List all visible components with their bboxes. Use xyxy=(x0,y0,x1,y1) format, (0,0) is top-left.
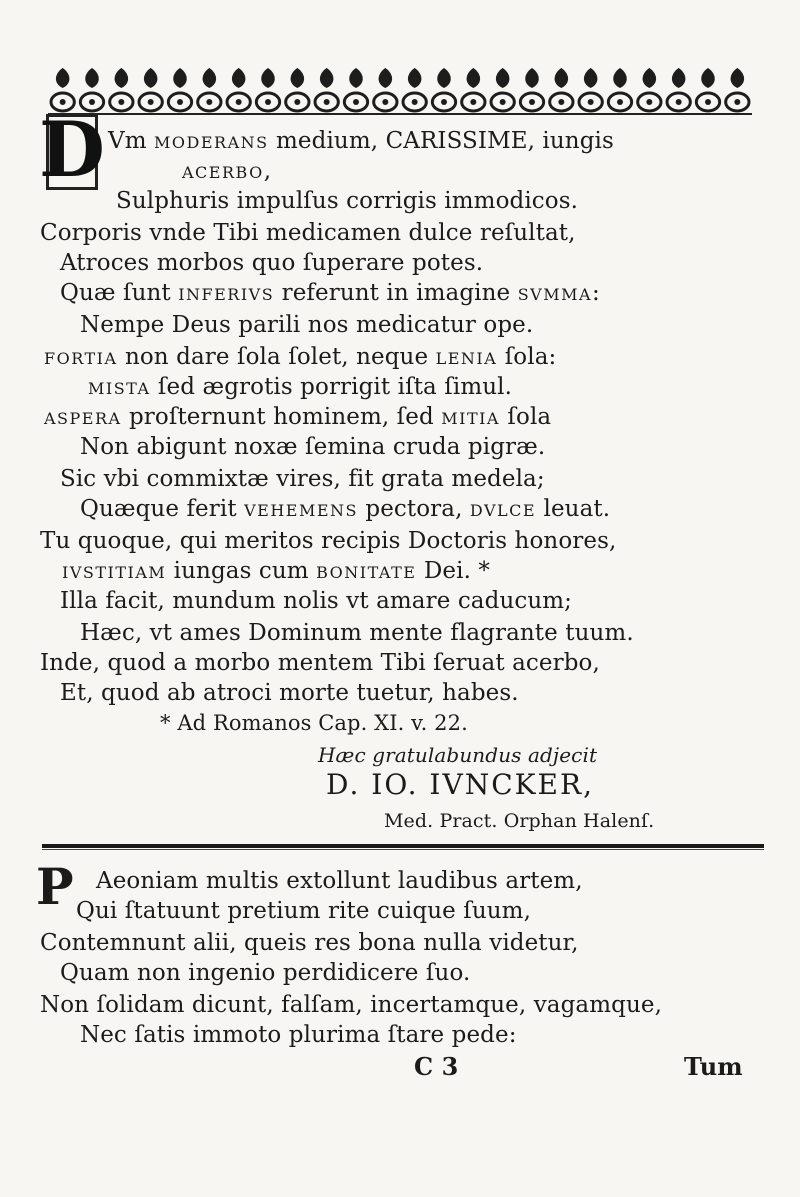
second-poem-line: Aeoniam multis extollunt laudibus artem, xyxy=(96,868,583,894)
poem-text-run: ſed ægrotis porrigit iſta ſimul. xyxy=(150,374,513,400)
dedication-line: Hæc gratulabundus adjecit xyxy=(318,743,598,767)
section-rule-thin xyxy=(42,849,764,850)
second-poem-line: Non ſolidam dicunt, falſam, incertamque, vagamque, xyxy=(40,992,663,1018)
poem-line xyxy=(40,526,616,556)
ornament-unit xyxy=(110,68,133,111)
section-rule xyxy=(42,844,764,848)
ornament-unit xyxy=(374,68,397,111)
ornament-unit xyxy=(168,68,191,111)
footnote: * Ad Romanos Cap. XI. v. 22. xyxy=(160,711,468,735)
poem-line xyxy=(80,310,533,340)
poem-text-run: non dare ſola ſolet, neque xyxy=(117,344,436,370)
signatory-title: Med. Pract. Orphan Halenſ. xyxy=(384,810,655,832)
poem-text-run: Illa facit, mundum nolis vt amare caducum; xyxy=(60,588,573,614)
small-caps-word: acerbo, xyxy=(182,158,273,184)
small-caps-word: inferivs xyxy=(178,280,275,306)
poem-text-run: iungas cum xyxy=(166,558,317,584)
poem-line xyxy=(60,586,572,616)
small-caps-word: aspera xyxy=(44,404,122,430)
ornament-unit xyxy=(520,68,543,111)
poem-line xyxy=(182,156,273,186)
poem-line xyxy=(60,464,545,494)
small-caps-word: lenia xyxy=(435,344,498,370)
second-poem-line: Contemnunt alii, queis res bona nulla videtur, xyxy=(40,930,579,956)
ornament-unit xyxy=(139,68,162,111)
poem-line xyxy=(40,648,600,678)
poem-text-run: Quæ ſunt xyxy=(60,280,179,306)
small-caps-word: vehemens xyxy=(244,496,358,522)
ornament-unit xyxy=(286,68,309,111)
poem-line xyxy=(60,678,519,708)
ornament-unit xyxy=(667,68,690,111)
poem-text-run: Corporis vnde Tibi medicamen dulce reſultat, xyxy=(40,220,576,246)
small-caps-word: mitia xyxy=(441,404,500,430)
catchword: Tum xyxy=(684,1052,743,1081)
poem-text-run: Quæque ferit xyxy=(80,496,245,522)
poem-line xyxy=(60,278,600,308)
ornament-unit xyxy=(491,68,514,111)
small-caps-word: ivstitiam xyxy=(62,558,167,584)
second-poem-initial: P xyxy=(36,857,74,916)
poem-text-run: Sulphuris impulſus corrigis immodicos. xyxy=(116,188,579,214)
poem-line xyxy=(40,218,576,248)
poem-text-run: Sic vbi commixtæ vires, fit grata medela; xyxy=(60,466,545,492)
poem-text-run: Vm xyxy=(108,128,155,154)
poem-text-run: ſola: xyxy=(497,344,557,370)
poem-text-run: Atroces morbos quo ſuperare potes. xyxy=(60,250,484,276)
small-caps-word: mista xyxy=(88,374,151,400)
ornament-unit xyxy=(726,68,749,111)
small-caps-word: fortia xyxy=(44,344,118,370)
ornament-band xyxy=(48,64,752,116)
second-poem-line: Qui ſtatuunt pretium rite cuique ſuum, xyxy=(76,898,531,924)
poem-line xyxy=(60,248,483,278)
ornament-unit xyxy=(344,68,367,111)
second-poem-line: Quam non ingenio perdidicere ſuo. xyxy=(60,960,471,986)
poem-text-run: pectora, xyxy=(357,496,470,522)
ornament-unit xyxy=(198,68,221,111)
poem-text-run: Tu quoque, qui meritos recipis Doctoris honores, xyxy=(40,528,617,554)
poem-text-run: Non abigunt noxæ ſemina cruda pigræ. xyxy=(80,434,546,460)
ornament-unit xyxy=(550,68,573,111)
poem-text-run: leuat. xyxy=(536,496,611,522)
poem-text-run: medium, CARISSIME, iungis xyxy=(268,128,614,154)
poem-text-run: referunt in imagine xyxy=(274,280,518,306)
poem-text-run: Et, quod ab atroci morte tuetur, habes. xyxy=(60,680,519,706)
poem-line xyxy=(80,432,545,462)
small-caps-word: moderans xyxy=(154,128,269,154)
poem-text-run: Hæc, vt ames Dominum mente flagrante tuum. xyxy=(80,620,634,646)
signature-mark: C 3 xyxy=(414,1052,459,1081)
ornament-unit xyxy=(638,68,661,111)
poem-text-run: proſternunt hominem, ſed xyxy=(121,404,442,430)
ornament-unit xyxy=(462,68,485,111)
ornament-unit xyxy=(696,68,719,111)
ornament-unit xyxy=(608,68,631,111)
ornament-unit xyxy=(403,68,426,111)
ornament-unit xyxy=(432,68,455,111)
poem-line xyxy=(116,186,578,216)
poem-text-run: Nempe Deus parili nos medicatur ope. xyxy=(80,312,534,338)
poem-line xyxy=(44,342,556,372)
poem-line xyxy=(80,494,610,524)
poem-line xyxy=(62,556,490,586)
poem-line xyxy=(108,126,614,156)
ornament-unit xyxy=(256,68,279,111)
poem-text-run: : xyxy=(592,280,600,306)
ornament-unit xyxy=(227,68,250,111)
poem-text-run: Inde, quod a morbo mentem Tibi ſeruat acerbo, xyxy=(40,650,600,676)
poem-line xyxy=(88,372,512,402)
small-caps-word: bonitate xyxy=(316,558,417,584)
ornament-unit xyxy=(579,68,602,111)
drop-cap-letter: D xyxy=(39,105,105,194)
ornament-unit xyxy=(315,68,338,111)
poem-line xyxy=(44,402,551,432)
poem-line xyxy=(80,618,634,648)
drop-cap xyxy=(39,105,105,194)
small-caps-word: svmma xyxy=(517,280,593,306)
second-poem-line: Nec ſatis immoto plurima ſtare pede: xyxy=(80,1022,517,1048)
poem-text-run: ſola xyxy=(499,404,552,430)
poem-text-run: Dei. * xyxy=(416,558,490,584)
small-caps-word: dvlce xyxy=(469,496,537,522)
signatory-name: D. IO. IVNCKER, xyxy=(326,768,594,801)
